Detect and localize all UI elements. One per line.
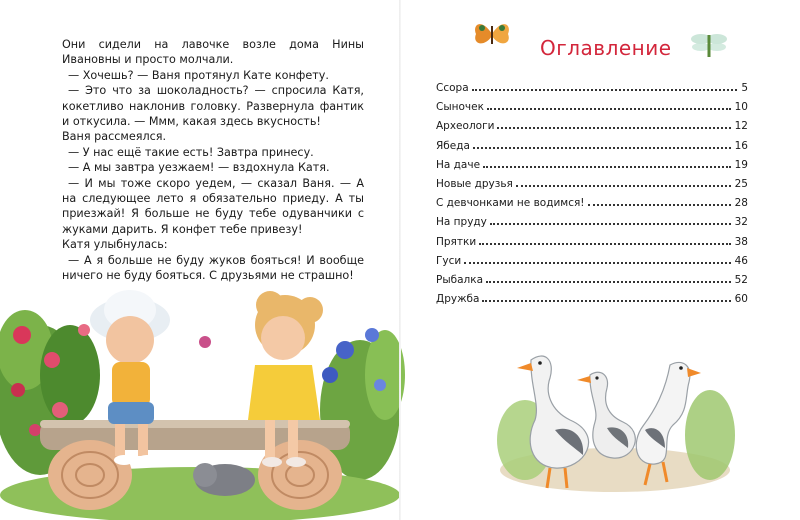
toc-title: Оглавление <box>540 36 672 60</box>
story-paragraph: — У нас ещё такие есть! Завтра принесу. <box>68 145 314 159</box>
toc-item[interactable] <box>436 120 748 139</box>
toc-item-page: 32 <box>734 216 748 229</box>
toc-item-title: Дружба <box>436 293 480 306</box>
toc-item-page: 52 <box>734 273 748 286</box>
story-paragraph: — Хочешь? — Ваня протянул Кате конфету. <box>68 68 329 82</box>
toc-item[interactable] <box>436 101 748 120</box>
toc-item-title: С девчонками не водимся! <box>436 197 585 210</box>
story-paragraph: — А мы завтра уезжаем! — вздохнула Катя. <box>68 161 330 175</box>
toc-item[interactable] <box>436 255 748 274</box>
toc-item-title: Гуси <box>436 254 462 267</box>
toc-item-title: Рыбалка <box>436 273 484 286</box>
toc-item-page: 46 <box>734 254 748 267</box>
story-paragraph: — И мы тоже скоро уедем, — сказал Ваня. — А на следующее лето я обязательно приеду. А ты приезжай! Я больше не буду тебе одуванчики с жуками дарить. Я конфет тебе привезу! <box>62 176 364 236</box>
table-of-contents <box>436 82 748 312</box>
toc-dot-leader <box>588 204 731 206</box>
toc-item-title: Сыночек <box>436 101 484 114</box>
toc-dot-leader <box>486 281 731 283</box>
toc-item[interactable] <box>436 197 748 216</box>
toc-dot-leader <box>482 300 730 302</box>
toc-item[interactable] <box>436 274 748 293</box>
toc-item[interactable] <box>436 236 748 255</box>
toc-dot-leader <box>487 108 731 110</box>
toc-dot-leader <box>472 89 738 91</box>
toc-item-title: Ябеда <box>436 139 470 152</box>
toc-item-title: Ссора <box>436 82 469 94</box>
right-page <box>400 0 800 520</box>
toc-item-title: На пруду <box>436 216 487 229</box>
story-paragraph: Катя улыбнулась: <box>62 238 168 252</box>
toc-item[interactable] <box>436 82 748 101</box>
toc-dot-leader <box>473 147 731 149</box>
butterfly-icon <box>472 18 512 50</box>
toc-dot-leader <box>490 223 731 225</box>
toc-item-page: 60 <box>734 293 748 306</box>
toc-item-page: 16 <box>734 139 748 152</box>
toc-item-page: 5 <box>741 82 748 94</box>
story-paragraph: Ваня рассмеялся. <box>62 130 167 144</box>
toc-item[interactable] <box>436 178 748 197</box>
toc-dot-leader <box>464 262 730 264</box>
toc-item-page: 19 <box>734 158 748 171</box>
toc-item-page: 12 <box>734 120 748 133</box>
story-paragraph: — А я больше не буду жуков бояться! И вообще ничего не буду бояться. С друзьями не страшно! <box>62 253 364 283</box>
three-geese-illustration <box>495 330 735 495</box>
toc-item[interactable] <box>436 159 748 178</box>
toc-item-page: 25 <box>734 177 748 190</box>
toc-item-title: Прятки <box>436 235 477 248</box>
toc-item[interactable] <box>436 293 748 312</box>
story-text <box>62 37 364 284</box>
toc-item-page: 38 <box>734 235 748 248</box>
toc-dot-leader <box>516 185 731 187</box>
toc-item[interactable] <box>436 216 748 235</box>
toc-item-title: Археологи <box>436 120 495 133</box>
toc-item-page: 28 <box>734 197 748 210</box>
toc-dot-leader <box>483 166 731 168</box>
toc-item-title: На даче <box>436 158 481 171</box>
toc-dot-leader <box>497 127 730 129</box>
toc-item-page: 10 <box>734 101 748 114</box>
toc-item[interactable] <box>436 140 748 159</box>
story-paragraph: Они сидели на лавочке возле дома Нины Ивановны и просто молчали. <box>62 38 364 67</box>
story-paragraph: — Это что за шоколадность? — спросила Катя, кокетливо наклонив головку. Развернула фантик и откусила. — Ммм, какая здесь вкусность! <box>62 84 364 129</box>
children-on-bench-illustration <box>0 280 400 520</box>
toc-item-title: Новые друзья <box>436 177 513 190</box>
dragonfly-icon <box>690 30 728 58</box>
toc-dot-leader <box>479 243 730 245</box>
